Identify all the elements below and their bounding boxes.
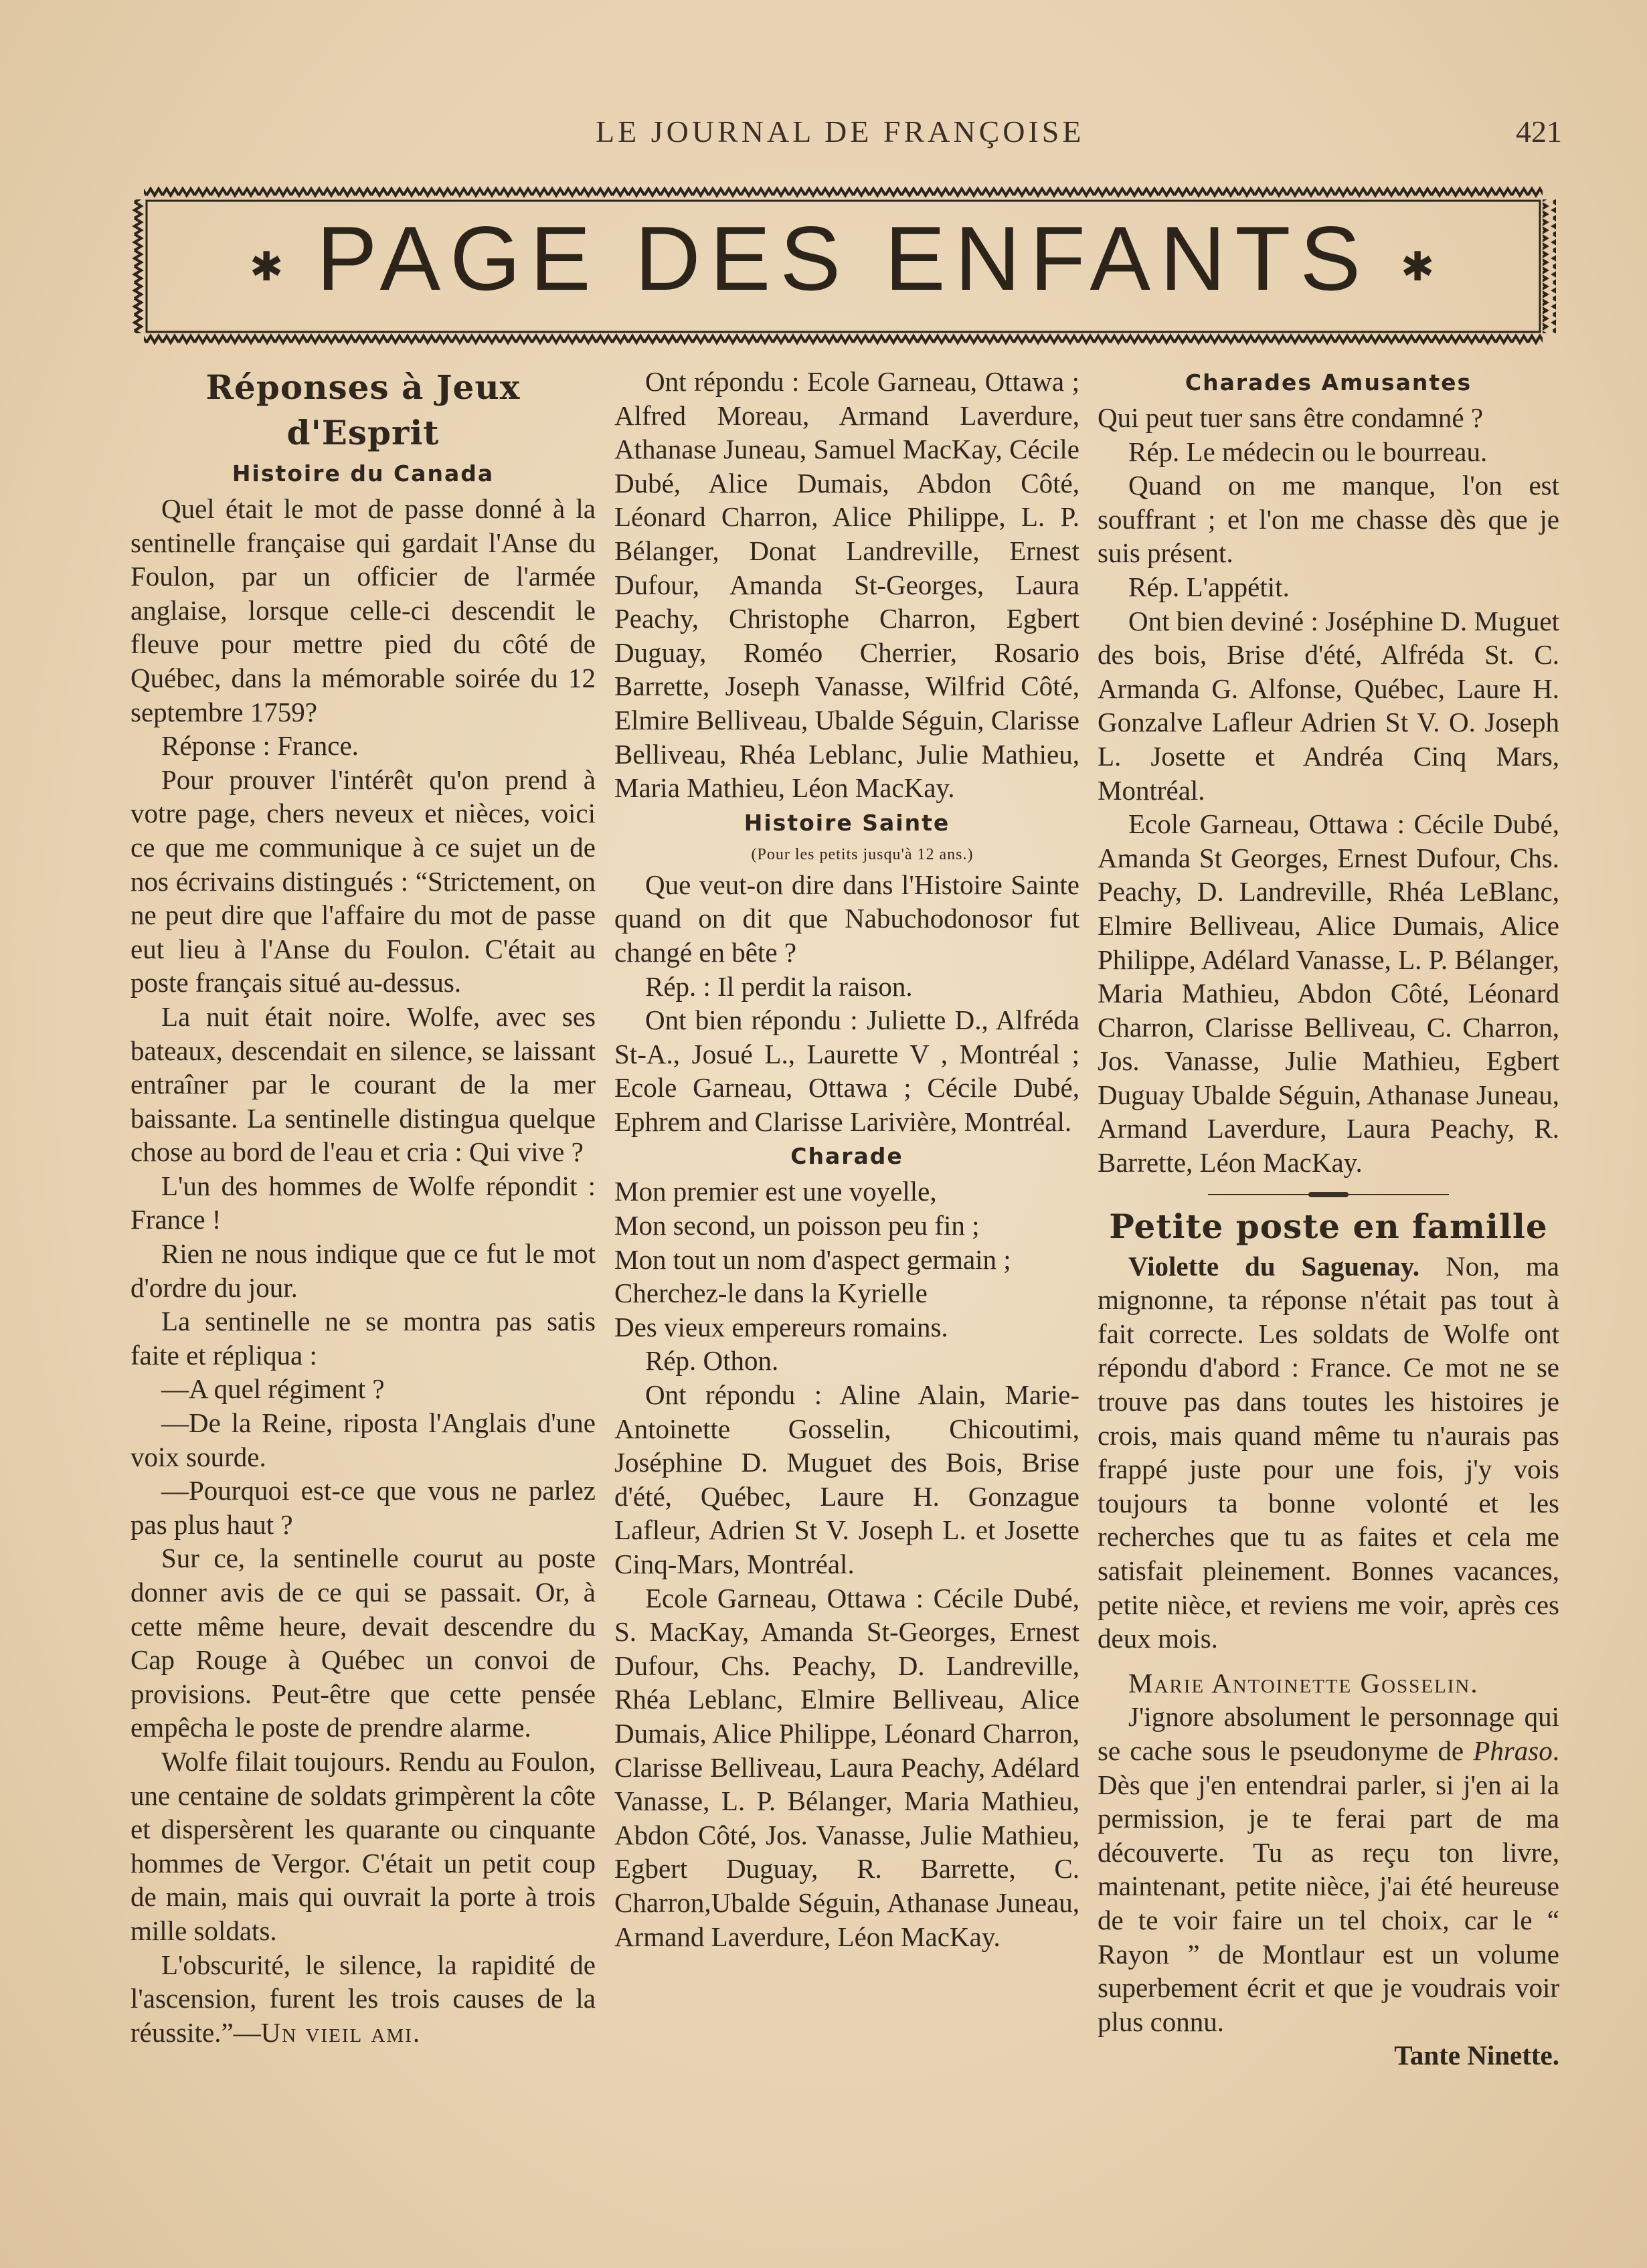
question: Qui peut tuer sans être condamné ? <box>1098 402 1484 433</box>
paragraph: La nuit était noire. Wolfe, avec ses bateaux, descendait en silence, se laissant entraîner par le courant de la mer baissante. La sentinelle distingua quelque chose au bord de l'eau et cria : Qui vive ? <box>131 1000 596 1168</box>
column-2 <box>614 365 1079 1953</box>
column-1 <box>131 365 596 2049</box>
paragraph: Pour prouver l'intérêt qu'on prend à votre page, chers neveux et nièces, voici ce que me communique à ce sujet un de nos écrivains distingués : “Strictement, on ne peut dire que l'affaire du mot de passe eut lieu à l'Anse du Foulon. C'était au poste français situé au-dessus. <box>131 764 596 998</box>
paragraph: —A quel régiment ? <box>161 1373 385 1405</box>
answers-list: Ont bien deviné : Joséphine D. Muguet des bois, Brise d'été, Alfréda St. C. Armanda G. Alfonse, Québec, Laure H. Gonzalve Lafleur Adrien St V. O. Joseph L. Josette et Andréa Cinq Mars, Montréal. <box>1098 605 1559 806</box>
answer: Rép. Le médecin ou le bourreau. <box>1128 436 1488 467</box>
recipient-name: Marie Antoinette Gosselin. <box>1128 1667 1479 1698</box>
answers-list: Ont répondu : Ecole Garneau, Ottawa ; Alfred Moreau, Armand Laverdure, Athanase Juneau, Samuel MacKay, Cécile Dubé, Alice Dumais, Abdon Côté, Léonard Charron, Alice Philippe, L. P. Bélanger, Donat Landreville, Ernest Dufour, Amanda St-Georges, Laura Peachy, Christophe Charron, Egbert Duguay, Roméo Cherrier, Rosario Barrette, Joseph Vanasse, Wilfrid Côté, Elmire Belliveau, Ubalde Séguin, Clarisse Belliveau, Rhéa Leblanc, Julie Mathieu, Maria Mathieu, Léon MacKay. <box>614 366 1079 804</box>
paragraph: Rien ne nous indique que ce fut le mot d'ordre du jour. <box>131 1238 596 1303</box>
heading-charade: Charade <box>790 1143 903 1170</box>
answer: Rép. : Il perdit la raison. <box>645 970 913 1002</box>
answer: Rép. L'appétit. <box>1128 571 1290 602</box>
banner-title: PAGE DES ENFANTS <box>316 207 1371 309</box>
heading-histoire-sainte: Histoire Sainte <box>744 809 950 836</box>
verse-line: Mon second, un poisson peu fin ; <box>614 1210 980 1241</box>
verse-line: Des vieux empereurs romains. <box>614 1311 948 1342</box>
section-divider <box>1208 1192 1449 1197</box>
star-ornament-left-icon: ✱ <box>250 244 284 290</box>
answers-list: Ont répondu : Aline Alain, Marie-Antoinette Gosselin, Chicoutimi, Joséphine D. Muguet des Bois, Brise d'été, Québec, Laure H. Gonzague Lafleur, Adrien St V. Joseph L. et Josette Cinq-Mars, Montréal. <box>614 1379 1079 1579</box>
verse-line: Cherchez-le dans la Kyrielle <box>614 1278 928 1309</box>
paragraph: L'un des hommes de Wolfe répondit : France ! <box>131 1170 596 1235</box>
answers-list: Ecole Garneau, Ottawa : Cécile Dubé, Amanda St Georges, Ernest Dufour, Chs. Peachy, D. Landreville, Rhéa LeBlanc, Elmire Belliveau, Alice Dumais, Alice Philippe, Adélard Vanasse, L. P. Bélanger, Maria Mathieu, Abdon Côté, Léonard Charron, Clarisse Belliveau, C. Charron, Jos. Vanasse, Julie Mathieu, Egbert Duguay Ubalde Séguin, Athanase Juneau, Armand Laverdure, Laura Peachy, R. Barrette, Léon MacKay. <box>1098 808 1559 1179</box>
journal-title: LE JOURNAL DE FRANÇOISE <box>596 114 1085 149</box>
paragraph-text: L'obscurité, le silence, la rapidité de l'ascension, furent les trois causes de la réussite.”— <box>131 1949 596 2048</box>
paragraph-final <box>131 1948 596 2050</box>
answers-list: Ont bien répondu : Juliette D., Alfréda St-A., Josué L., Laurette V , Montréal ; Ecole Garneau, Ottawa ; Cécile Dubé, Ephrem and Clarisse Larivière, Montréal. <box>614 1005 1079 1137</box>
paragraph: Sur ce, la sentinelle courut au poste donner avis de ce qui se passait. Or, à cette même heure, devait descendre du Cap Rouge à Québec un convoi de provisions. Peut-être que cette pensée empêcha le poste de prendre alarme. <box>131 1543 596 1743</box>
heading-charades-amusantes: Charades Amusantes <box>1185 369 1472 396</box>
column-3 <box>1098 365 1559 2073</box>
letter-body: Non, ma mignonne, ta réponse n'était pas tout à fait correcte. Les soldats de Wolfe ont répondu d'abord : France. Ce mot ne se trouve pas dans toutes les histoires je crois, mais quand même tu n'aurais pas frappé juste pour une fois, j'y vois toujours ta bonne volonté et les recherches que tu as faites et cela me satisfait pleinement. Bonnes vacances, petite nièce, et reviens me voir, après ces deux mois. <box>1098 1250 1559 1654</box>
question: Quand on me manque, l'on est souffrant ; et l'on me chasse dès que je suis présent. <box>1098 470 1559 569</box>
question: Que veut-on dire dans l'Histoire Sainte quand on dit que Nabuchodonosor fut changé en bête ? <box>614 869 1079 968</box>
signature-tante-ninette: Tante Ninette. <box>1394 2040 1559 2071</box>
note-age: (Pour les petits jusqu'à 12 ans.) <box>751 845 974 863</box>
signature-vieil-ami: Un vieil ami. <box>260 2016 422 2048</box>
pseudonym: Phraso <box>1473 1735 1553 1766</box>
paragraph: Wolfe filait toujours. Rendu au Foulon, une centaine de soldats grimpèrent la côte et dispersèrent les quarante ou cinquante hommes de Vergor. C'était un petit coup de main, mais qui ouvrait la porte à trois mille soldats. <box>131 1745 596 1946</box>
title-banner <box>131 186 1556 347</box>
answers-list: Ecole Garneau, Ottawa : Cécile Dubé, S. MacKay, Amanda St-Georges, Ernest Dufour, Chs. Peachy, D. Landreville, Rhéa Leblanc, Elmire Belliveau, Alice Dumais, Alice Philippe, Léonard Charron, Clarisse Belliveau, Laura Peachy, Adélard Vanasse, L. P. Bélanger, Maria Mathieu, Abdon Côté, Jos. Vanasse, Julie Mathieu, Egbert Duguay, R. Barrette, C. Charron,Ubalde Séguin, Athanase Juneau, Armand Laverdure, Léon MacKay. <box>614 1582 1079 1952</box>
verse-line: Mon tout un nom d'aspect germain ; <box>614 1243 1011 1275</box>
running-head <box>0 114 1647 154</box>
paragraph: —De la Reine, riposta l'Anglais d'une voix sourde. <box>131 1407 596 1472</box>
paragraph: —Pourquoi est-ce que vous ne parlez pas plus haut ? <box>131 1475 596 1540</box>
heading-petite-poste: Petite poste en famille <box>1109 1206 1548 1246</box>
heading-histoire-canada: Histoire du Canada <box>232 460 495 487</box>
heading-reponses: Réponses à Jeux d'Esprit <box>205 367 521 452</box>
verse-line: Mon premier est une voyelle, <box>614 1176 937 1207</box>
letter <box>1098 1700 1559 2038</box>
paragraph: La sentinelle ne se montra pas satis faite et répliqua : <box>131 1306 596 1371</box>
recipient-name: Violette du Saguenay. <box>1128 1250 1420 1282</box>
paragraph: Quel était le mot de passe donné à la sentinelle française qui gardait l'Anse du Foulon, par un officier de l'armée anglaise, lorsque celle-ci descendit le fleuve pour mettre pied du côté de Québec, dans la mémorable soirée du 12 septembre 1759? <box>131 493 596 727</box>
letter-body: . Dès que j'en entendrai parler, si j'en ai la permission, je te ferai part de ma découverte. Tu as reçu ton livre, maintenant, petite nièce, j'ai été heureuse de te voir faire un tel choix, car le “ Rayon ” de Montlaur est un volume superbement écrit et que je voudrais voir plus connu. <box>1098 1735 1559 2037</box>
page-number: 421 <box>1516 114 1562 149</box>
letter-body: J'ignore absolument le personnage qui se cache sous le pseudonyme de <box>1098 1701 1559 1766</box>
paragraph: Réponse : France. <box>161 730 359 762</box>
star-ornament-right-icon: ✱ <box>1401 244 1435 290</box>
answer: Rép. Othon. <box>645 1345 779 1377</box>
letter <box>1098 1249 1559 1656</box>
